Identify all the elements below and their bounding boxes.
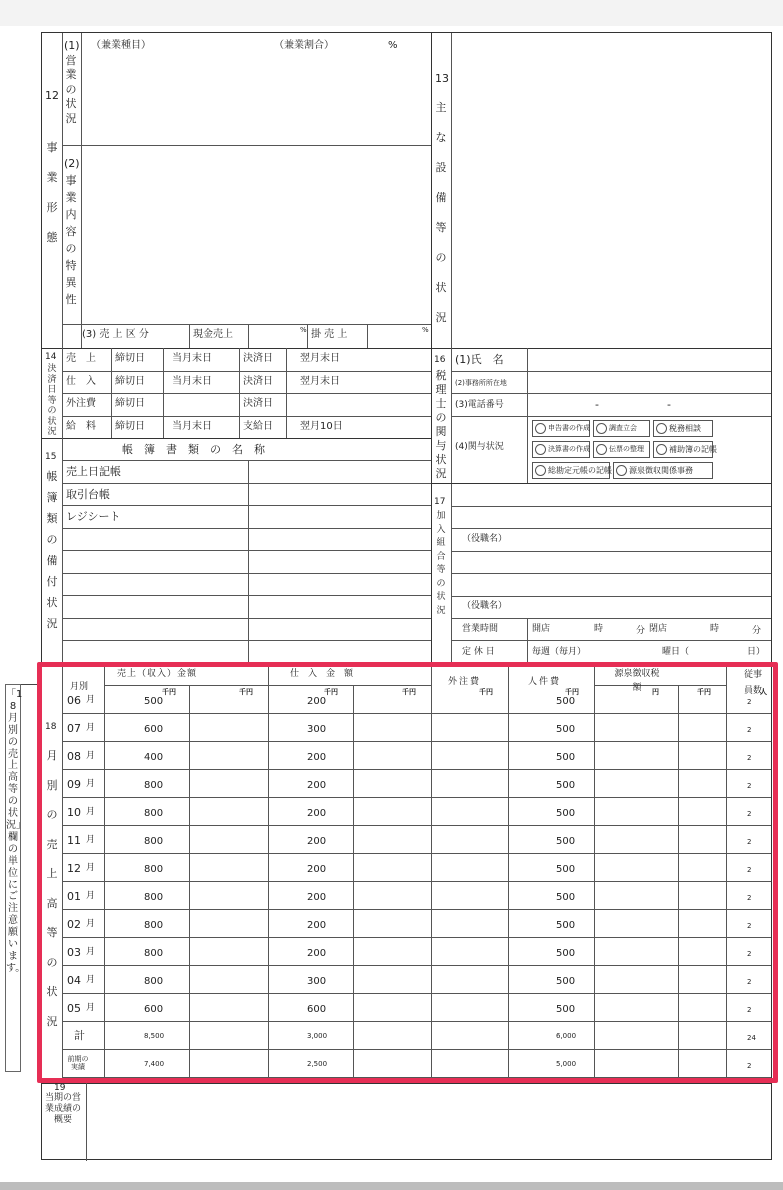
- business-summary-field[interactable]: [88, 1085, 768, 1157]
- s16-option[interactable]: [653, 441, 717, 458]
- s18-labor-value: 500: [556, 976, 576, 987]
- s16-option-label: 決算書の作成: [548, 445, 590, 453]
- s18-labor-value: 500: [556, 920, 576, 931]
- s18-purchase-value: 200: [307, 892, 327, 903]
- s18-unit-label: 千円: [324, 688, 338, 696]
- s18-title: 月別の売上高等の状況: [46, 749, 58, 1028]
- s16-option-label: 総勘定元帳の記帳: [548, 466, 612, 475]
- s16-option[interactable]: [532, 462, 610, 479]
- s18-purchase-value: 200: [307, 864, 327, 875]
- s18-month-unit: 月: [86, 807, 96, 817]
- s17-title: 加入組合等の状況: [436, 511, 446, 616]
- s18-row-line: [62, 881, 771, 882]
- s18-unit-label: 円: [652, 688, 659, 696]
- option-circle-icon: [656, 423, 667, 434]
- s18-labor-value: 5,000: [556, 1060, 577, 1068]
- s18-month: 04: [67, 974, 81, 987]
- s18-month: 06: [67, 694, 81, 707]
- s18-emp-value: 2: [747, 726, 752, 734]
- s15-row-line: [62, 483, 431, 484]
- s18-month-unit: 月: [86, 975, 96, 985]
- option-circle-icon: [656, 444, 667, 455]
- s14-cell-c2: 締切日: [115, 398, 145, 409]
- s18-month-unit: 月: [86, 1003, 96, 1013]
- s16-option-label: 税務相談: [669, 424, 701, 433]
- s14-cell-c5: 翌月末日: [300, 353, 340, 364]
- s16-option-label: 源泉徴収関係事務: [629, 466, 693, 475]
- s16-option[interactable]: [532, 441, 590, 458]
- s12-row2-label: (2)事業内容の特異性: [64, 157, 80, 306]
- s18-labor-value: 500: [556, 948, 576, 959]
- s18-purchase-value: 200: [307, 948, 327, 959]
- s14-cell-c2: 締切日: [115, 353, 145, 364]
- s18-emp-value: 2: [747, 866, 752, 874]
- s18-sales-value: 800: [144, 920, 164, 931]
- s16-number: 16: [434, 355, 446, 365]
- s17-hour: 時: [594, 624, 604, 634]
- s18-labor-value: 500: [556, 836, 576, 847]
- s18-sales-value: 500: [144, 696, 164, 707]
- s18-h-month: 月別: [70, 682, 89, 692]
- s13-title: 主な設備等の状況: [435, 101, 447, 324]
- s17-weekday: 曜日（: [662, 647, 690, 657]
- s18-sales-value: 800: [144, 836, 164, 847]
- s14-cell-c1: 売 上: [66, 353, 96, 364]
- s15-row-line: [62, 528, 431, 529]
- s14-cell-c1: 外注費: [66, 398, 96, 409]
- s17-close: 閉店: [649, 624, 668, 634]
- s18-emp-value: 2: [747, 894, 752, 902]
- s18-emp-value: 24: [747, 1034, 756, 1042]
- s18-month: 07: [67, 722, 81, 735]
- s12-biz-pct: %: [388, 40, 398, 51]
- s14-cell-c4: 決済日: [243, 353, 273, 364]
- s18-emp-value: 2: [747, 922, 752, 930]
- s18-month: 05: [67, 1002, 81, 1015]
- s17-number: 17: [434, 497, 446, 507]
- s15-number: 15: [45, 452, 57, 462]
- s18-sales-value: 800: [144, 808, 164, 819]
- s12-credit-pct: %: [422, 326, 429, 334]
- s16-option[interactable]: [593, 420, 650, 437]
- s18-h-outsource: 外注費: [448, 677, 482, 687]
- s17-holiday-label: 定 休 日: [462, 647, 495, 657]
- unit-note: [5, 684, 26, 1072]
- biz-type-field[interactable]: [83, 53, 429, 143]
- s18-labor-value: 500: [556, 780, 576, 791]
- s18-h-withholding: 源泉徴収税 額: [614, 669, 669, 693]
- s16-title: 税理士の関与状況: [435, 369, 447, 480]
- equipment-field[interactable]: [453, 35, 769, 345]
- s17-paren: 日）: [747, 647, 766, 657]
- s18-unit-label: 千円: [479, 688, 493, 696]
- s18-prev-label: 前期の実績: [67, 1055, 89, 1071]
- option-circle-icon: [596, 423, 607, 434]
- s12-biz-ratio: （兼業割合）: [274, 40, 334, 51]
- s18-unit-label: 千円: [162, 688, 176, 696]
- s16-option-label: 伝票の整理: [609, 445, 644, 453]
- s17-hour2: 時: [710, 624, 720, 634]
- viewer-bottom-bar: [0, 1182, 783, 1190]
- s16-option-label: 申告書の作成: [548, 424, 590, 432]
- s18-month: 02: [67, 918, 81, 931]
- s19-title: 当期の営業成績の概要: [45, 1093, 82, 1125]
- s16-tel-dash1: -: [595, 398, 599, 411]
- business-overview-form: [41, 32, 772, 1160]
- s18-h-labor: 人件費: [528, 677, 562, 687]
- s16-option[interactable]: [613, 462, 713, 479]
- s18-emp-value: 2: [747, 782, 752, 790]
- s15-row-line: [62, 640, 431, 641]
- s18-sales-value: 600: [144, 1004, 164, 1015]
- s18-row-line: [62, 965, 771, 966]
- s18-month-unit: 月: [86, 779, 96, 789]
- s15-book-name: レジシート: [66, 510, 121, 523]
- s18-row-line: [62, 909, 771, 910]
- option-circle-icon: [535, 423, 546, 434]
- s14-cell-c2: 締切日: [115, 376, 145, 387]
- s12-row3-label: (3) 売 上 区 分: [82, 329, 149, 340]
- s18-number: 18: [45, 722, 57, 732]
- s16-option[interactable]: [532, 420, 590, 437]
- s15-book-name: 売上日記帳: [66, 465, 121, 478]
- s18-row-line: [62, 713, 771, 714]
- s12-row1-label: (1)営業の状況: [64, 39, 80, 125]
- s18-sales-value: 8,500: [144, 1032, 165, 1040]
- s12-title: 事業形態: [46, 141, 58, 244]
- s18-row-line: [62, 1077, 771, 1078]
- s18-purchase-value: 300: [307, 724, 327, 735]
- s18-h-employees: 従事員数: [743, 670, 762, 696]
- s16-addr-label: (2)事務所所在地: [455, 379, 507, 387]
- option-circle-icon: [616, 465, 627, 476]
- s18-purchase-value: 200: [307, 836, 327, 847]
- s18-month-unit: 月: [86, 891, 96, 901]
- s18-labor-value: 500: [556, 696, 576, 707]
- s18-row-line: [62, 937, 771, 938]
- s18-month: 01: [67, 890, 81, 903]
- s12-credit-label: 掛 売 上: [311, 329, 348, 340]
- s18-month-unit: 月: [86, 723, 96, 733]
- s18-emp-value: 2: [747, 1006, 752, 1014]
- viewer-top-bar: [0, 0, 783, 26]
- s18-purchase-value: 200: [307, 780, 327, 791]
- s18-labor-value: 500: [556, 1004, 576, 1015]
- s18-row-line: [62, 741, 771, 742]
- s18-total-label: 計: [74, 1029, 85, 1042]
- s18-purchase-value: 600: [307, 1004, 327, 1015]
- s18-month: 10: [67, 806, 81, 819]
- s18-row-line: [62, 769, 771, 770]
- s14-cell-c1: 給 料: [66, 421, 96, 432]
- s18-unit-label: 人: [760, 688, 767, 696]
- s16-involve-label: (4)関与状況: [455, 442, 504, 452]
- s18-purchase-value: 200: [307, 808, 327, 819]
- s18-unit-label: 千円: [697, 688, 711, 696]
- s18-sales-value: 600: [144, 724, 164, 735]
- s18-labor-value: 500: [556, 752, 576, 763]
- s18-month-unit: 月: [86, 863, 96, 873]
- s18-month-unit: 月: [86, 695, 96, 705]
- s14-cell-c4: 支給日: [243, 421, 273, 432]
- s18-row-line: [62, 993, 771, 994]
- s14-cell-c5: 翌月10日: [300, 421, 343, 432]
- note-arrow: [21, 684, 41, 685]
- option-circle-icon: [535, 444, 546, 455]
- s18-month: 09: [67, 778, 81, 791]
- s18-h-purchase: 仕 入 金 額: [290, 669, 354, 679]
- s16-option[interactable]: [593, 441, 650, 458]
- s17-minute: 分: [636, 626, 646, 636]
- s14-cell-c4: 決済日: [243, 398, 273, 409]
- s15-header: 帳 簿 書 類 の 名 称: [122, 443, 265, 456]
- option-circle-icon: [596, 444, 607, 455]
- s17-open: 開店: [532, 624, 551, 634]
- s18-emp-value: 2: [747, 978, 752, 986]
- s18-emp-value: 2: [747, 838, 752, 846]
- s18-row-line: [62, 1049, 771, 1050]
- s18-labor-value: 6,000: [556, 1032, 577, 1040]
- s18-sales-value: 400: [144, 752, 164, 763]
- s16-tel-dash2: -: [667, 398, 671, 411]
- s17-role2: （役職名）: [462, 601, 508, 611]
- s18-emp-value: 2: [747, 810, 752, 818]
- s18-row-line: [62, 1021, 771, 1022]
- s15-title: 帳簿類の備付状況: [46, 470, 58, 630]
- s12-cash-label: 現金売上: [193, 329, 233, 340]
- s12-number: 12: [45, 89, 59, 102]
- s18-month: 08: [67, 750, 81, 763]
- s18-emp-value: 2: [747, 698, 752, 706]
- s18-purchase-value: 2,500: [307, 1060, 328, 1068]
- s12-biz-type: （兼業種目）: [91, 40, 151, 51]
- s18-labor-value: 500: [556, 864, 576, 875]
- s17-minute2: 分: [752, 626, 762, 636]
- s16-option[interactable]: [653, 420, 713, 437]
- s18-emp-value: 2: [747, 754, 752, 762]
- s14-cell-c5: 翌月末日: [300, 376, 340, 387]
- s18-row-line: [62, 853, 771, 854]
- s18-month: 03: [67, 946, 81, 959]
- s18-sales-value: 800: [144, 892, 164, 903]
- s14-cell-c3: 当月末日: [172, 376, 212, 387]
- s18-month-unit: 月: [86, 947, 96, 957]
- s15-row-line: [62, 595, 431, 596]
- s15-row-line: [62, 618, 431, 619]
- s18-emp-value: 2: [747, 1062, 752, 1070]
- unit-note-text: 「18月別の売上高等の状況」欄の単位にご注意願います。: [6, 689, 26, 974]
- s18-month: 12: [67, 862, 81, 875]
- s18-month: 11: [67, 834, 81, 847]
- s18-unit-label: 千円: [239, 688, 253, 696]
- s18-purchase-value: 3,000: [307, 1032, 328, 1040]
- s18-month-unit: 月: [86, 751, 96, 761]
- s18-labor-value: 500: [556, 808, 576, 819]
- option-circle-icon: [535, 465, 546, 476]
- s12-cash-pct: %: [300, 326, 307, 334]
- s18-month-unit: 月: [86, 835, 96, 845]
- s13-number: 13: [435, 72, 449, 85]
- s18-purchase-value: 200: [307, 696, 327, 707]
- s15-row-line: [62, 505, 431, 506]
- s17-holiday-val: 毎週（毎月）: [532, 647, 587, 657]
- s14-number: 14: [45, 352, 57, 362]
- s18-labor-value: 500: [556, 724, 576, 735]
- biz-specialty-field[interactable]: [83, 147, 429, 322]
- s18-row-line: [62, 797, 771, 798]
- s15-row-line: [62, 550, 431, 551]
- s18-sales-value: 800: [144, 976, 164, 987]
- s18-month-unit: 月: [86, 919, 96, 929]
- s19-number: 19: [54, 1083, 66, 1093]
- s14-cell-c1: 仕 入: [66, 376, 96, 387]
- s18-purchase-value: 200: [307, 920, 327, 931]
- s14-cell-c2: 締切日: [115, 421, 145, 432]
- s18-purchase-value: 300: [307, 976, 327, 987]
- s18-sales-value: 800: [144, 780, 164, 791]
- s17-role1: （役職名）: [462, 534, 508, 544]
- s16-tel-label: (3)電話番号: [455, 400, 504, 410]
- s18-sales-value: 800: [144, 948, 164, 959]
- s18-unit-label: 千円: [565, 688, 579, 696]
- s17-hours-label: 営業時間: [462, 624, 499, 634]
- s16-option-label: 補助簿の記帳: [669, 445, 717, 454]
- s15-book-name: 取引台帳: [66, 487, 110, 501]
- s14-cell-c3: 当月末日: [172, 353, 212, 364]
- s16-option-label: 調査立会: [609, 424, 637, 432]
- s18-purchase-value: 200: [307, 752, 327, 763]
- s14-cell-c4: 決済日: [243, 376, 273, 387]
- s16-name-label: (1)氏 名: [455, 353, 504, 366]
- s18-emp-value: 2: [747, 950, 752, 958]
- s18-unit-label: 千円: [402, 688, 416, 696]
- s14-cell-c3: 当月末日: [172, 421, 212, 432]
- s14-title: 決済日等の状況: [47, 364, 57, 437]
- s18-row-line: [62, 825, 771, 826]
- s18-h-sales: 売上（収入）金額: [117, 669, 198, 679]
- s18-sales-value: 800: [144, 864, 164, 875]
- s15-row-line: [62, 573, 431, 574]
- s18-sales-value: 7,400: [144, 1060, 165, 1068]
- s18-labor-value: 500: [556, 892, 576, 903]
- s15-row-line: [62, 460, 431, 461]
